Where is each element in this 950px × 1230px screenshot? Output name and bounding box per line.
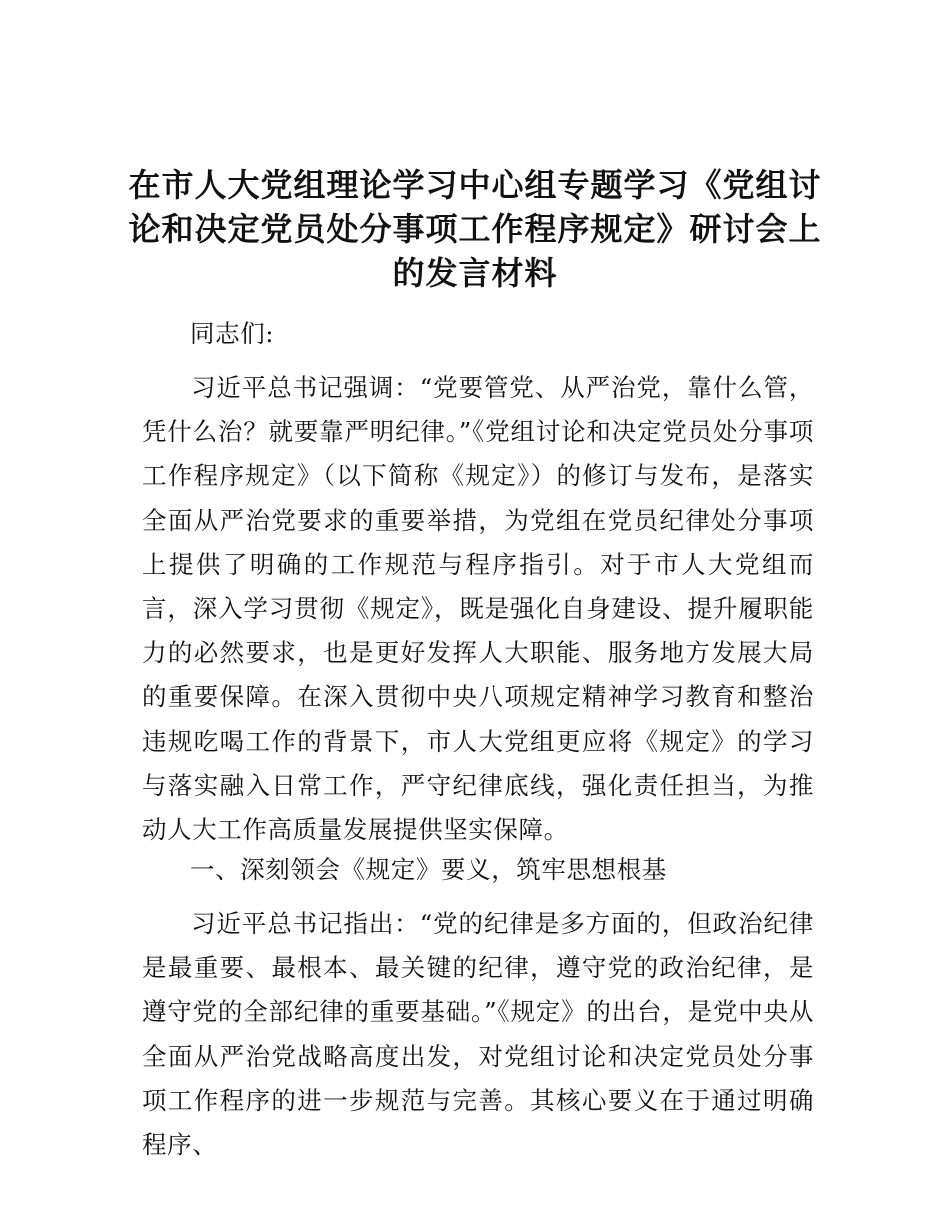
- section-heading-1: 一、深刻领会《规定》要义，筑牢思想根基: [190, 855, 667, 884]
- body-paragraph-1: 习近平总书记强调：“党要管党、从严治党，靠什么管，凭什么治？就要靠严明纪律。”《党组讨论和决定党员处分事项工作程序规定》（以下简称《规定》）的修订与发布，是落实全面从严治党要求的重要举措，为党组在党员纪律处分事项上提供了明确的工作规范与程序指引。对于市人大党组而言，深入学习贯彻《规定》，既是强化自身建设、提升履职能力的必然要求，也是更好发挥人大职能、服务地方发展大局的重要保障。在深入贯彻中央八项规定精神学习教育和整治违规吃喝工作的背景下，市人大党组更应将《规定》的学习与落实融入日常工作，严守纪律底线，强化责任担当，为推动人大工作高质量发展提供坚实保障。: [142, 373, 814, 845]
- document-title: 在市人大党组理论学习中心组专题学习《党组讨论和决定党员处分事项工作程序规定》研讨会上的发言材料: [128, 166, 822, 292]
- salutation: 同志们:: [190, 319, 275, 348]
- section-paragraph-1: 习近平总书记指出：“党的纪律是多方面的，但政治纪律是最重要、最根本、最关键的纪律，遵守党的政治纪律，是遵守党的全部纪律的重要基础。”《规定》的出台，是党中央从全面从严治党战略高度出发，对党组讨论和决定党员处分事项工作程序的进一步规范与完善。其核心要义在于通过明确程序、: [142, 909, 814, 1160]
